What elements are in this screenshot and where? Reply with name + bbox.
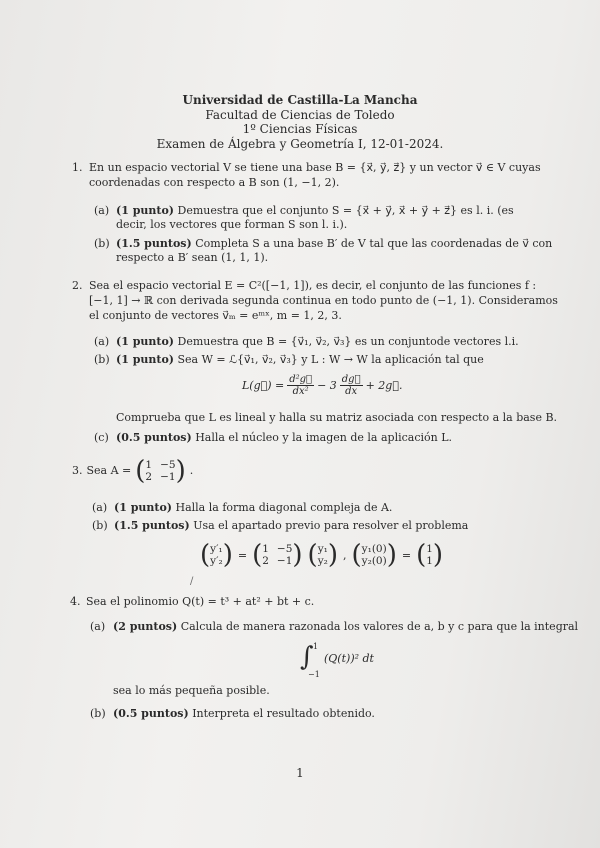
eq-frac-first-derivative <box>340 374 363 397</box>
q2-intro-line1: Sea el espacio vectorial E = C²([−1, 1]), es decir, el conjunto de las funciones f : <box>89 279 537 292</box>
q2b-points: (1 punto) <box>116 353 174 366</box>
exam-title: Examen de Álgebra y Geometría I, 12-01-2024. <box>156 136 444 151</box>
q1b-text-1: Completa S a una base B′ de V tal que las coordenadas de v⃗ con <box>195 237 553 250</box>
q2b-text-after: Comprueba que L es lineal y halla su matriz asociada con respecto a la base B. <box>116 411 558 424</box>
q1-intro-line2: coordenadas con respecto a B son (1, −1, 2). <box>89 176 340 189</box>
q1a-points: (1 punto) <box>116 204 174 217</box>
sys-cell: 2 <box>262 555 269 567</box>
q2c-label: (c) <box>94 431 109 444</box>
eq-frac1-den: dx² <box>292 386 309 397</box>
q4a-label: (a) <box>90 620 106 633</box>
sys-cell: 1 <box>426 555 433 567</box>
q4a-text-after: sea lo más pequeña posible. <box>113 684 270 697</box>
sys-matrix: ( 1 −5 2 −1 ) <box>252 540 303 570</box>
q4a-points: (2 puntos) <box>113 620 178 633</box>
q1a-line1 <box>116 204 514 218</box>
eq-frac-second-derivative <box>287 374 314 397</box>
q3-after-matrix: . <box>189 464 194 477</box>
q2-intro-line3: el conjunto de vectores v⃗ₘ = eᵐˣ, m = 1, 2, 3. <box>89 309 342 322</box>
q3-system <box>200 542 443 568</box>
q2c-points: (0.5 puntos) <box>116 431 192 444</box>
q3b-line <box>114 519 468 533</box>
q1a-label: (a) <box>94 204 110 217</box>
eq-frac1-num: d²g⃗ <box>289 374 313 385</box>
q1a-text-1: Demuestra que el conjunto S = {x⃗ + y⃗, x⃗ + y⃗ + z⃗} es l. i. (es <box>177 204 514 217</box>
university-name: Universidad de Castilla-La Mancha <box>182 93 418 107</box>
sys-cell: y′₂ <box>210 555 223 567</box>
matrix-cell: 2 <box>145 471 153 483</box>
q2-intro-line2: [−1, 1] → ℝ con derivada segunda continua en todo punto de (−1, 1). Consideramos <box>89 294 558 307</box>
eq-end: + 2g⃗. <box>365 379 403 392</box>
q3a-line <box>114 501 392 515</box>
q3a-label: (a) <box>92 501 108 514</box>
q4-intro: Sea el polinomio Q(t) = t³ + at² + bt + c. <box>86 595 315 608</box>
sys-cell: −1 <box>276 555 293 567</box>
sys-lhs: ( y′₁ y′₂ ) <box>200 540 233 570</box>
q2b-label: (b) <box>94 353 110 366</box>
integrand: (Q(t))² dt <box>324 652 374 665</box>
sys-cell: y₁ <box>317 543 328 555</box>
q3b-points: (1.5 puntos) <box>114 519 190 532</box>
eq-lhs: L(g⃗) = <box>242 379 285 392</box>
q3-intro: Sea A = <box>86 464 132 477</box>
q3-number: 3. <box>72 464 83 477</box>
q3b-text: Usa el apartado previo para resolver el problema <box>193 519 469 532</box>
q1b-label: (b) <box>94 237 110 250</box>
matrix-cell: −5 <box>160 459 176 471</box>
q3-matrix-A: ( 1 −5 2 −1 ) <box>135 456 186 486</box>
q1-intro-line1: En un espacio vectorial V se tiene una base B = {x⃗, y⃗, z⃗} y un vector v⃗ ∈ V cuyas <box>89 161 541 174</box>
sys-cell: −5 <box>276 543 293 555</box>
eq-frac2-den: dx <box>345 386 358 397</box>
q4a-line <box>113 620 578 634</box>
q2-number: 2. <box>72 279 83 292</box>
sys-cell: y₂(0) <box>361 555 387 567</box>
q4b-line <box>113 707 375 721</box>
integral-lower: −1 <box>308 670 320 679</box>
q4b-label: (b) <box>90 707 106 720</box>
q2-equation <box>242 374 402 397</box>
pen-mark: / <box>190 576 194 587</box>
q4-number: 4. <box>70 595 81 608</box>
q2a-line <box>116 335 519 349</box>
q1b-line1 <box>116 237 552 251</box>
matrix-cell: 1 <box>145 459 153 471</box>
q3a-points: (1 punto) <box>114 501 172 514</box>
exam-header <box>0 93 600 151</box>
course-name: 1º Ciencias Físicas <box>242 122 358 136</box>
q1b-points: (1.5 puntos) <box>116 237 192 250</box>
q1b-text-2: respecto a B′ sean (1, 1, 1). <box>116 251 269 264</box>
page-number: 1 <box>296 766 304 780</box>
sys-equals: = <box>237 548 248 562</box>
sys-init-values: ( 1 1 ) <box>416 540 444 570</box>
sys-init: ( y₁(0) y₂(0) ) <box>351 540 397 570</box>
sys-cell: y₂ <box>317 555 328 567</box>
q1a-text-2: decir, los vectores que forman S son l. i.). <box>116 218 348 231</box>
q2c-text: Halla el núcleo y la imagen de la aplicación L. <box>195 431 453 444</box>
faculty-name: Facultad de Ciencias de Toledo <box>205 107 395 122</box>
eq-mid: − 3 <box>317 379 337 392</box>
q2a-text: Demuestra que B = {v⃗₁, v⃗₂, v⃗₃} es un conjuntode vectores l.i. <box>177 335 519 348</box>
q2a-points: (1 punto) <box>116 335 174 348</box>
sys-cell: y₁(0) <box>361 543 387 555</box>
eq-frac2-num: dg⃗ <box>341 374 361 385</box>
q4a-text: Calcula de manera razonada los valores de a, b y c para que la integral <box>180 620 579 633</box>
sys-y: ( y₁ y₂ ) <box>307 540 339 570</box>
q4b-text: Interpreta el resultado obtenido. <box>192 707 375 720</box>
integral-sign: ∫ <box>300 642 314 672</box>
integral-upper: 1 <box>313 642 319 651</box>
q3a-text: Halla la forma diagonal compleja de A. <box>175 501 393 514</box>
sys-cell: y′₁ <box>210 543 223 555</box>
q2b-line <box>116 353 484 367</box>
sys-equals-2: = <box>401 548 412 562</box>
sys-cell: 1 <box>262 543 269 555</box>
sys-comma: , <box>343 548 347 562</box>
q2b-text: Sea W = ℒ{v⃗₁, v⃗₂, v⃗₃} y L : W → W la aplicación tal que <box>177 353 484 366</box>
q3-line <box>72 458 193 484</box>
q1-number: 1. <box>72 161 83 174</box>
q3b-label: (b) <box>92 519 108 532</box>
q4b-points: (0.5 puntos) <box>113 707 189 720</box>
matrix-cell: −1 <box>160 471 176 483</box>
q2a-label: (a) <box>94 335 110 348</box>
sys-cell: 1 <box>426 543 433 555</box>
q2c-line <box>116 431 452 445</box>
